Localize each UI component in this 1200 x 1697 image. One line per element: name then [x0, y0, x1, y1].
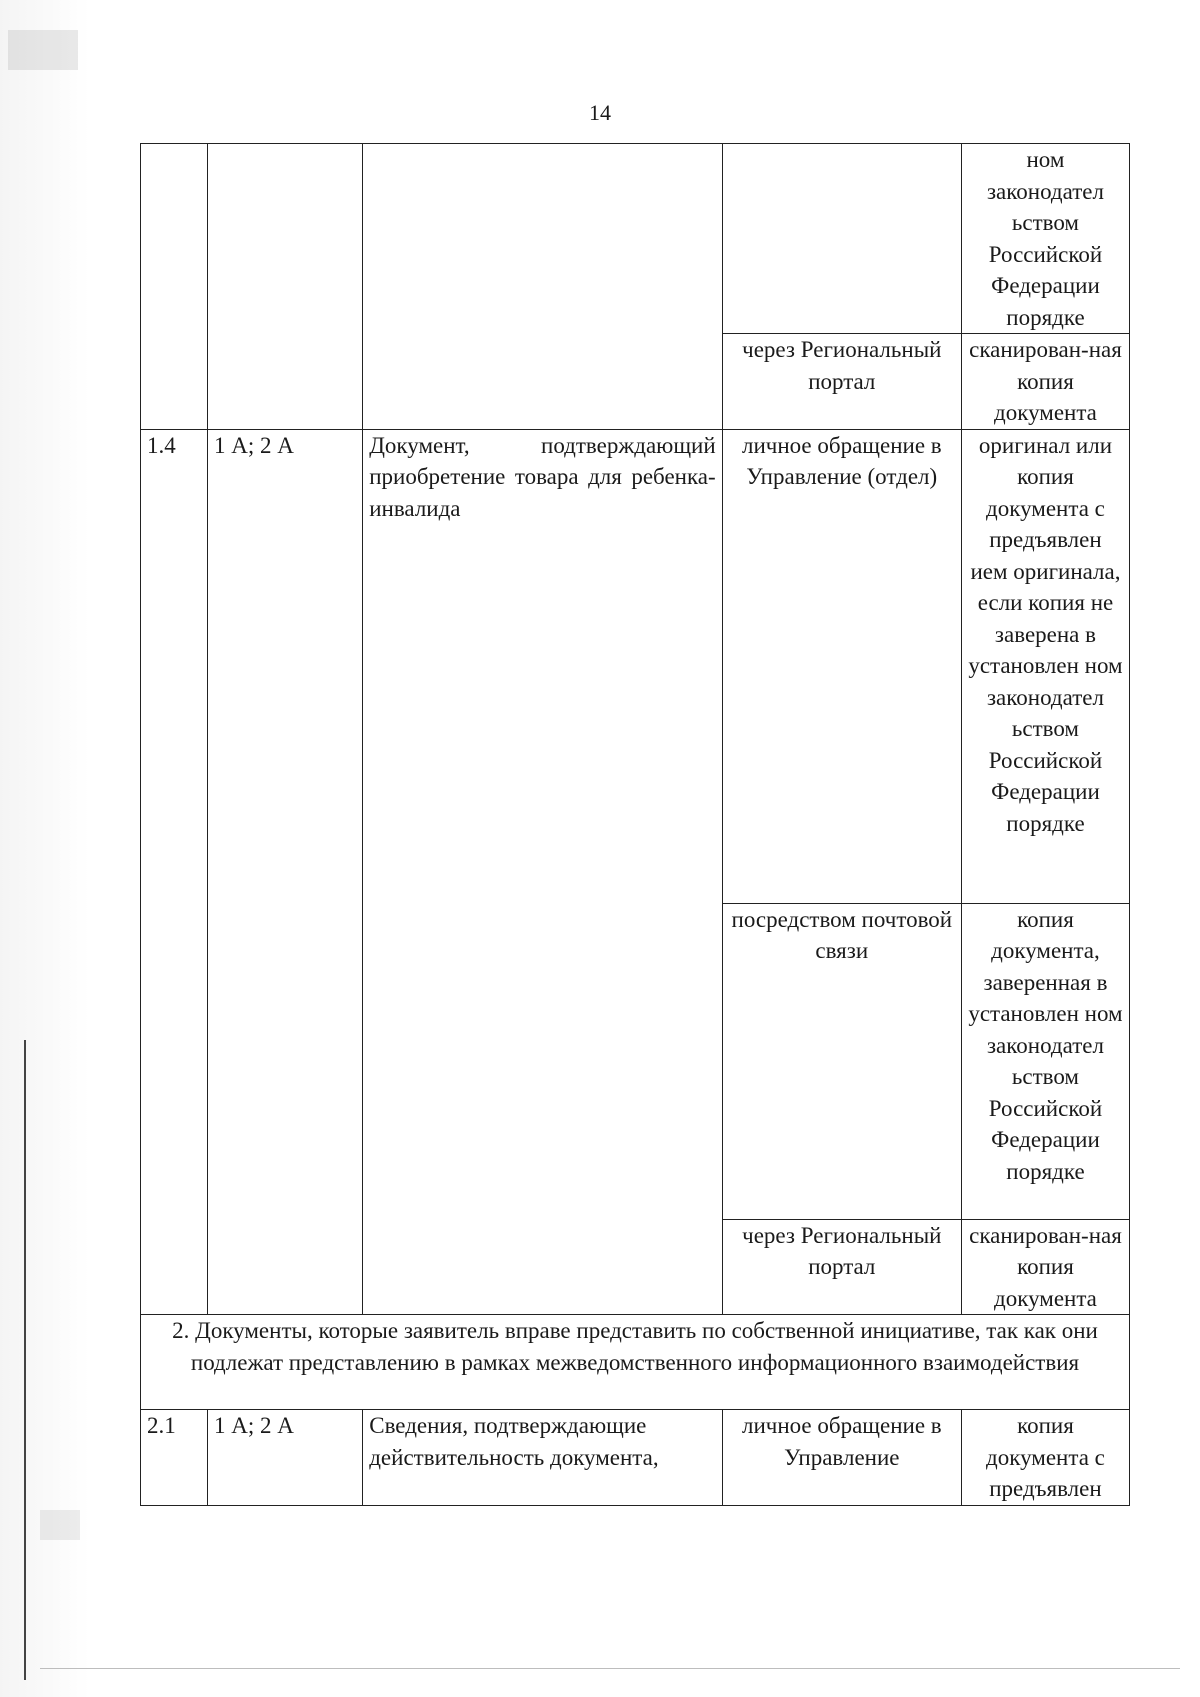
document-name-cell — [363, 144, 722, 430]
document-form-cell: сканирован-ная копия документа — [961, 334, 1129, 430]
document-form-cell: сканирован-ная копия документа — [961, 1219, 1129, 1315]
scan-noise — [8, 30, 78, 70]
table-row — [141, 144, 1130, 334]
document-form-cell: ном законодател ьством Российской Федерации порядке — [961, 144, 1129, 334]
submission-channel-cell: посредством почтовой связи — [722, 903, 961, 1219]
document-form-cell: оригинал или копия документа с предъявлен ием оригинала, если копия не заверена в установлен ном законодател ьством Российской Федерации порядке — [961, 429, 1129, 903]
document-name-cell: Документ, подтверждающий приобретение товара для ребенка-инвалида — [363, 429, 722, 1315]
scan-bottom-line — [40, 1668, 1180, 1669]
applicant-code-cell: 1 А; 2 А — [207, 429, 362, 1315]
section-title: 2. Документы, которые заявитель вправе представить по собственной инициативе, так как они подлежат представлению в рамках межведомственного информационного взаимодействия — [141, 1315, 1130, 1410]
submission-channel-cell: личное обращение в Управление — [722, 1410, 961, 1506]
submission-channel-cell: личное обращение в Управление (отдел) — [722, 429, 961, 903]
submission-channel-cell: через Региональный портал — [722, 1219, 961, 1315]
row-number-cell: 2.1 — [141, 1410, 208, 1506]
section-heading-row — [141, 1315, 1130, 1410]
table-row — [141, 1410, 1130, 1506]
document-form-cell: копия документа с предъявлен — [961, 1410, 1129, 1506]
scan-shadow — [0, 0, 95, 1697]
applicant-code-cell — [207, 144, 362, 430]
submission-channel-cell: через Региональный портал — [722, 334, 961, 430]
table-row — [141, 429, 1130, 903]
document-form-cell: копия документа, заверенная в установлен ном законодател ьством Российской Федерации порядке — [961, 903, 1129, 1219]
applicant-code-cell: 1 А; 2 А — [207, 1410, 362, 1506]
scan-edge-line — [24, 1040, 26, 1680]
row-number-cell — [141, 144, 208, 430]
row-number-cell: 1.4 — [141, 429, 208, 1315]
scan-noise — [40, 1510, 80, 1540]
document-name-cell: Сведения, подтверждающие действительность документа, — [363, 1410, 722, 1506]
page-number: 14 — [589, 100, 611, 125]
documents-table — [140, 143, 1130, 1506]
submission-channel-cell — [722, 144, 961, 334]
